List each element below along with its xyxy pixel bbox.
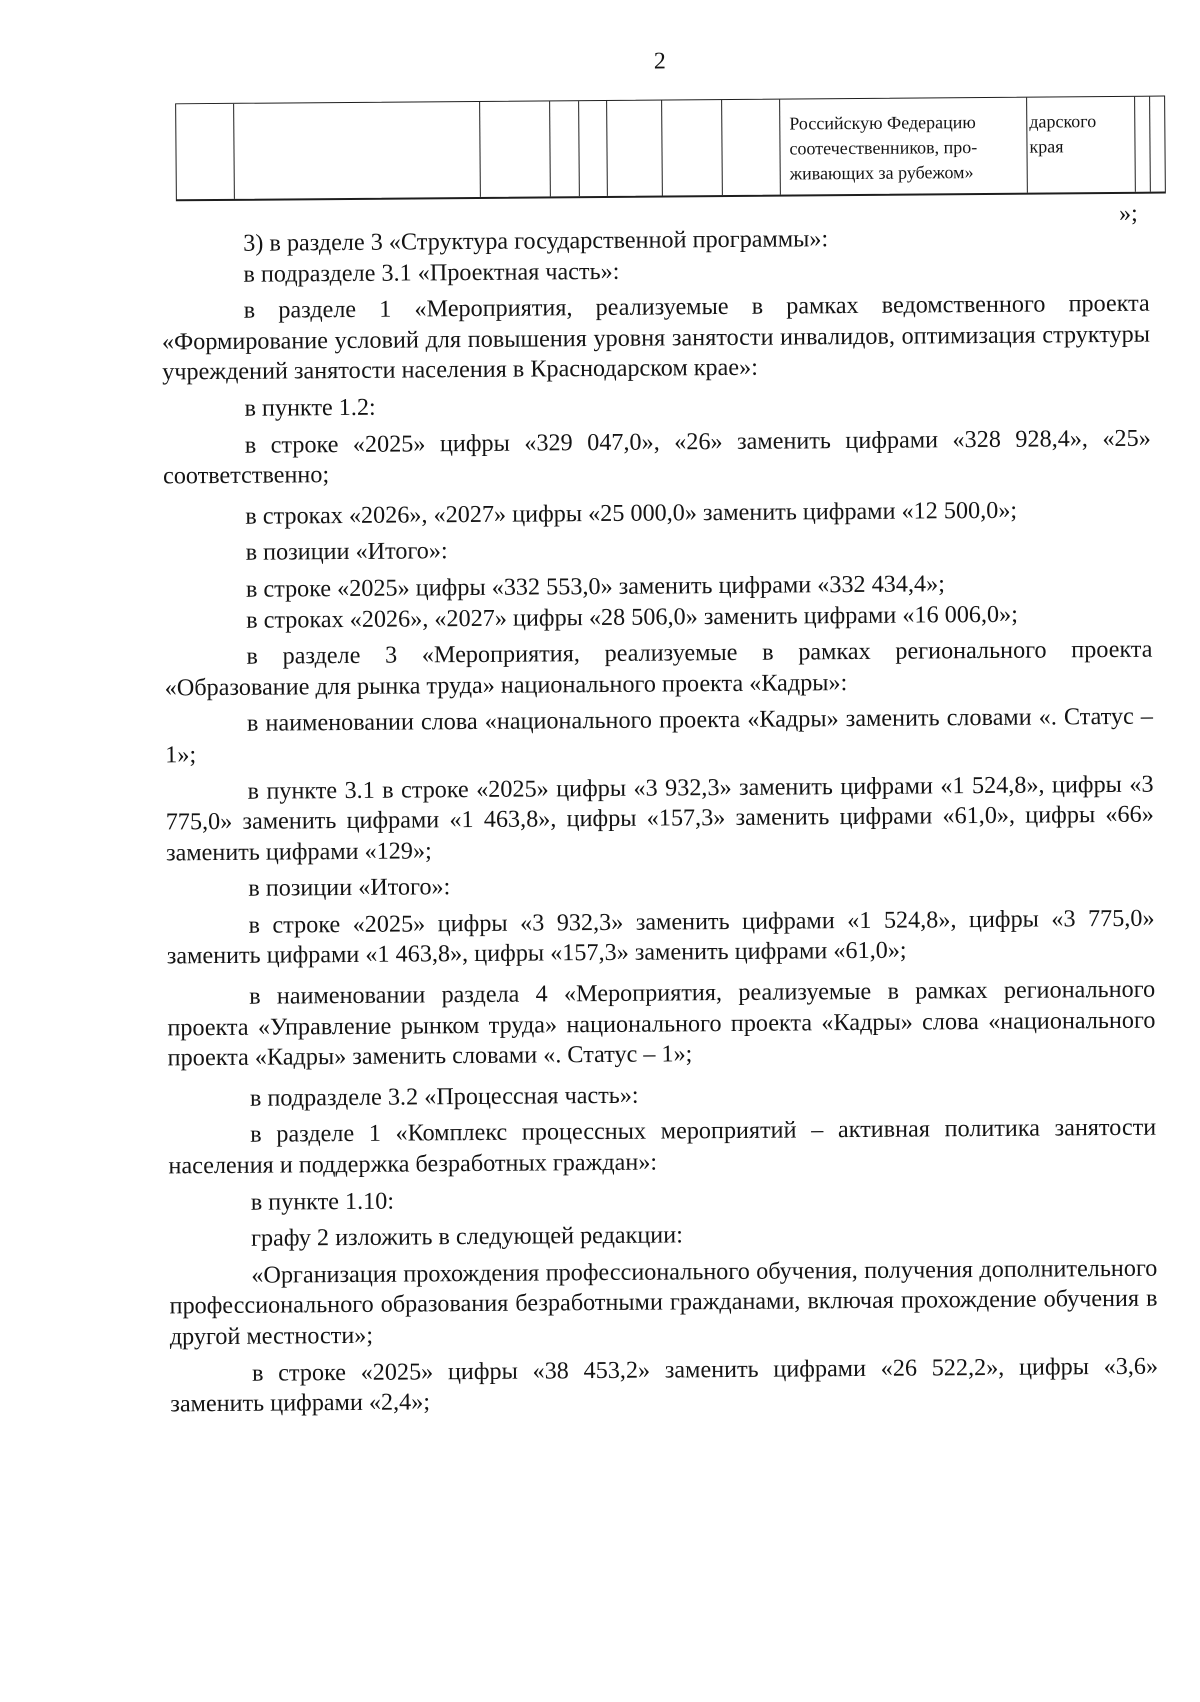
paragraph: в пункте 1.10: — [250, 1187, 395, 1216]
paragraph: в строке «2025» цифры «3 932,3» заменить цифрами «1 524,8», цифры «3 775,0» заменить цифрами «1 463,8», цифры «157,3» заменить цифрами «61,0»; — [166, 904, 1155, 970]
paragraph: в строке «2025» цифры «329 047,0», «26» заменить цифрами «328 928,4», «25» соответственно; — [162, 424, 1151, 490]
table-column-divider — [1149, 97, 1151, 192]
table-column-divider — [779, 100, 781, 195]
table-column-divider — [233, 104, 235, 199]
paragraph: в позиции «Итого»: — [248, 873, 451, 903]
paragraph: в подразделе 3.2 «Процессная часть»: — [249, 1081, 639, 1112]
paragraph: в подразделе 3.1 «Проектная часть»: — [243, 257, 620, 288]
table-cell-text: Российскую Федерацию соотечественников, про-живающих за рубежом» — [789, 112, 978, 184]
continuation-table — [175, 96, 1166, 202]
paragraph: в строке «2025» цифры «38 453,2» заменить цифрами «26 522,2», цифры «3,6» заменить цифрами «2,4»; — [170, 1352, 1159, 1418]
paragraph: в строке «2025» цифры «332 553,0» заменить цифрами «332 434,4»; — [245, 570, 945, 603]
table-column-divider — [661, 100, 663, 195]
paragraph: в разделе 1 «Комплекс процессных мероприятий – активная политика занятости населения и поддержка безработных граждан»: — [168, 1114, 1157, 1180]
table-cell-text: дарского края — [1029, 111, 1097, 157]
paragraph: в позиции «Итого»: — [245, 537, 448, 567]
paragraph: в разделе 1 «Мероприятия, реализуемые в рамках ведомственного проекта «Формирование условий для повышения уровня занятости инвалидов, оптимизация структуры учреждений занятости населения в Краснодарском крае»: — [161, 289, 1151, 386]
table-column-divider — [1134, 97, 1136, 192]
paragraph: в наименовании слова «национального проекта «Кадры» заменить словами «. Статус – 1»; — [165, 702, 1154, 769]
paragraph: «Организация прохождения профессионального обучения, получения дополнительного профессионального образования безработными гражданами, включая прохождение обучения в другой местности»; — [169, 1254, 1158, 1351]
table-column-divider — [606, 101, 608, 196]
document-body — [161, 222, 1158, 1421]
paragraph: в пункте 1.2: — [244, 393, 376, 422]
paragraph: в разделе 3 «Мероприятия, реализуемые в рамках регионального проекта «Образование для рынка труда» национального проекта «Кадры»: — [164, 635, 1153, 702]
paragraph: 3) в разделе 3 «Структура государственной программы»: — [243, 225, 829, 257]
page-number: 2 — [653, 48, 666, 75]
table-closing-quote: »; — [1118, 200, 1138, 227]
paragraph: в строках «2026», «2027» цифры «28 506,0» заменить цифрами «16 006,0»; — [246, 600, 1019, 634]
paragraph: в пункте 3.1 в строке «2025» цифры «3 932,3» заменить цифрами «1 524,8», цифры «3 775,0» заменить цифрами «1 463,8», цифры «157,3» заменить цифрами «61,0», цифры «66» заменить цифрами «129»; — [165, 770, 1154, 867]
paragraph: в наименовании раздела 4 «Мероприятия, реализуемые в рамках регионального проекта «Управление рынком труда» национального проекта «Кадры» слова «национального проекта «Кадры» заменить словами «. Статус – 1»; — [167, 975, 1156, 1072]
paragraph: графу 2 изложить в следующей редакции: — [250, 1221, 683, 1252]
table-column-divider — [721, 100, 723, 195]
table-column-divider — [578, 101, 580, 196]
paragraph: в строках «2026», «2027» цифры «25 000,0» заменить цифрами «12 500,0»; — [245, 496, 1018, 530]
table-column-divider — [549, 101, 551, 196]
table-column-divider — [479, 102, 481, 197]
